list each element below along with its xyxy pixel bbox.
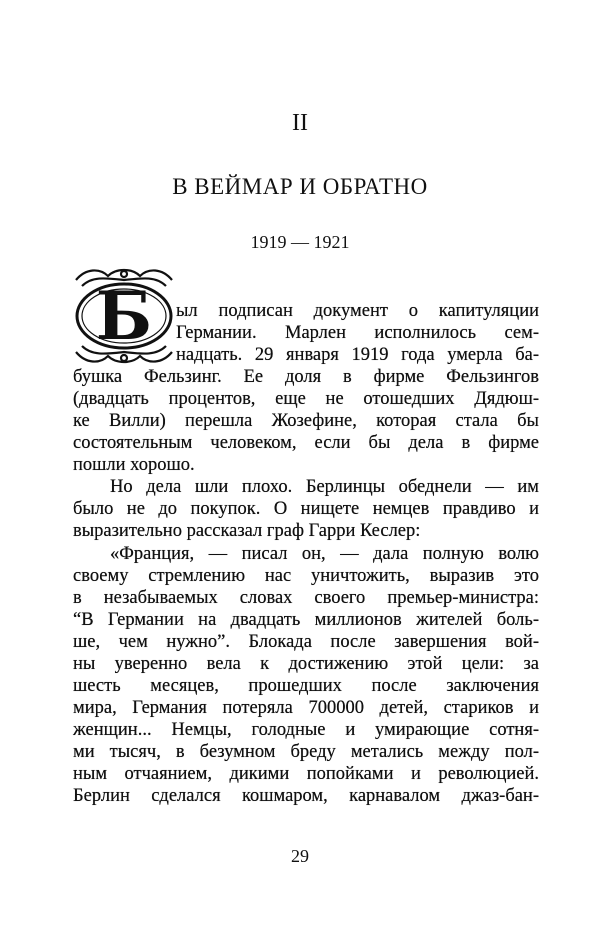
text-line: ны уверенно вела к достижению этой цели: за — [73, 653, 539, 674]
chapter-title: В ВЕЙМАР И ОБРАТНО — [172, 174, 428, 199]
text-line: пошли хорошо. — [73, 455, 195, 476]
text-line: в незабываемых словах своего премьер-министра: — [73, 587, 539, 608]
text-line: женщин... Немцы, голодные и умирающие сотня- — [73, 719, 539, 740]
text-line: бушка Фельзинг. Ее доля в фирме Фельзингов — [73, 367, 539, 388]
text-line: Но дела шли плохо. Берлинцы обеднели — им — [110, 477, 539, 498]
text-line: ми тысяч, в безумном бреду метались между пол- — [73, 741, 539, 762]
text-line: ыл подписан документ о капитуляции — [176, 301, 539, 321]
text-line: надцать. 29 января 1919 года умерла ба- — [176, 345, 539, 366]
text-line: (двадцать процентов, еще не отошедших Дядюш- — [73, 389, 539, 410]
paragraph — [73, 543, 539, 808]
text-line: шесть месяцев, прошедших после заключения — [73, 675, 539, 696]
paragraph — [73, 300, 539, 476]
text-line: мира, Германия потеряла 700000 детей, стариков и — [73, 697, 539, 718]
text-line: было не до покупок. О нищете немцев правдиво и — [73, 499, 539, 520]
drop-cap-letter: Б — [95, 277, 153, 355]
text-line: выразительно рассказал граф Гарри Кеслер: — [73, 521, 421, 542]
text-line: Берлин сделался кошмаром, карнавалом джаз-бан- — [73, 786, 539, 807]
body-text — [73, 300, 539, 807]
text-line: своему стремлению нас уничтожить, выразив это — [73, 565, 539, 586]
text-line: состоятельным человеком, если бы дела в фирме — [73, 433, 539, 454]
text-line: ным отчаянием, дикими попойками и революцией. — [73, 763, 539, 784]
part-number: II — [292, 110, 308, 136]
text-line: «Франция, — писал он, — дала полную волю — [110, 543, 539, 564]
text-line: ке Вилли) перешла Жозефине, которая стала бы — [73, 411, 539, 432]
text-line: “В Германии на двадцать миллионов жителей боль- — [73, 609, 539, 630]
paragraph — [73, 476, 539, 542]
page-number: 29 — [291, 846, 309, 866]
text-line: Германии. Марлен исполнилось сем- — [176, 323, 539, 344]
chapter-years: 1919 — 1921 — [250, 232, 350, 252]
text-line: ше, чем нужно”. Блокада после завершения вой- — [73, 631, 539, 652]
